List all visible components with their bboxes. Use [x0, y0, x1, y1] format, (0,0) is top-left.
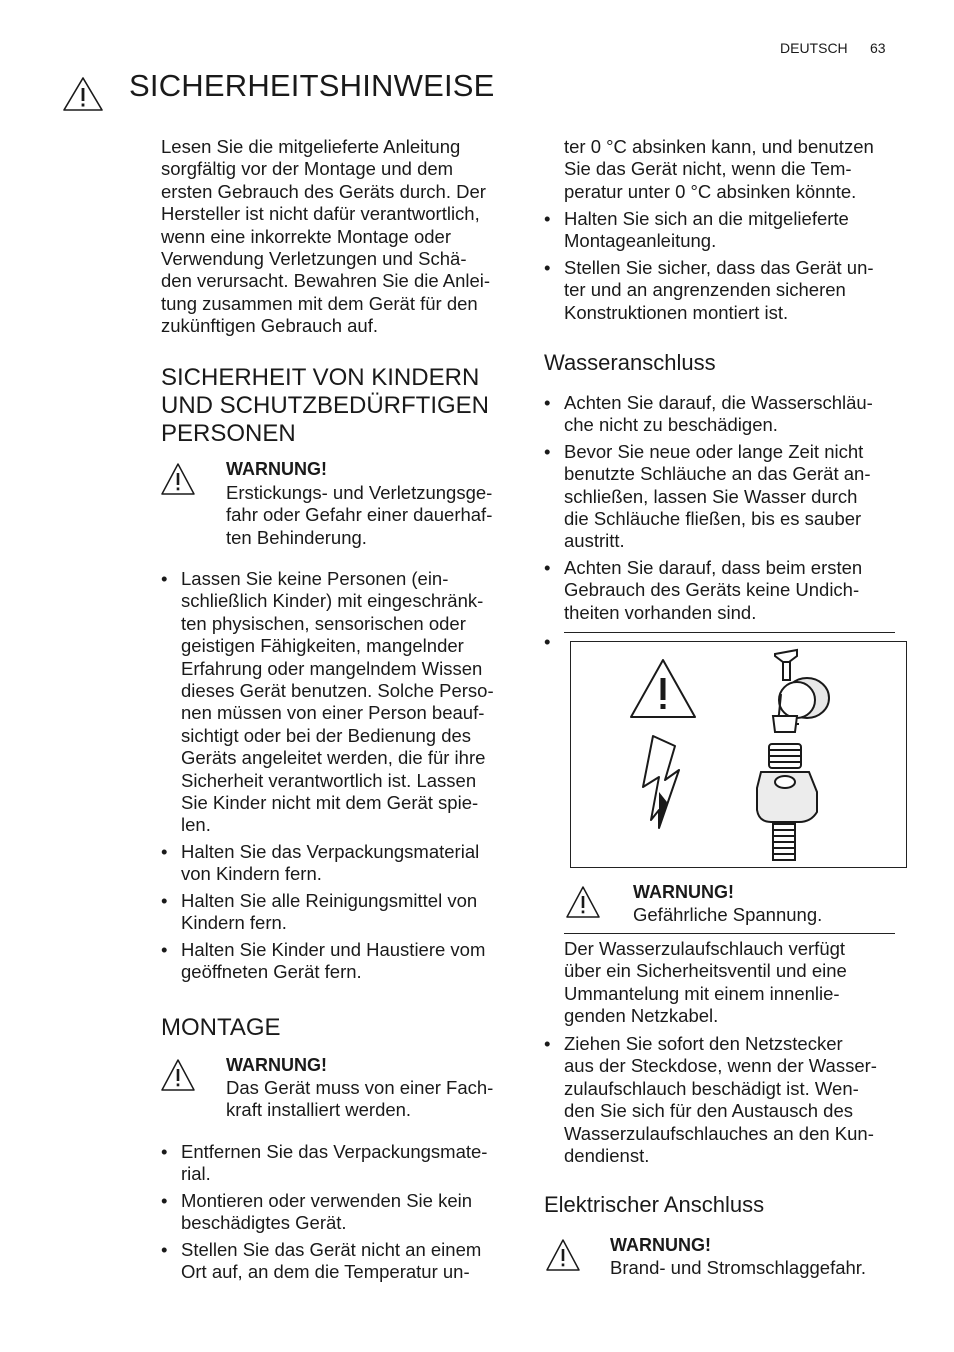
divider — [564, 632, 895, 633]
page-title: SICHERHEITSHINWEISE — [129, 68, 495, 103]
list-item: • Lassen Sie keine Personen (ein- schließlich Kinder) mit eingeschränk- ten physischen, sensorischen oder geistigen Fähigkeiten, mangelnder Erfahrung oder mangelndem Wissen dieses Gerät benutzen. Solche Perso- nen müssen von einer Person beauf- sichtigt oder bei der Bedienung des Geräts angeleitet werden, die für ihre Sicherheit verantwortlich ist. Lassen Sie Kinder nicht mit dem Gerät spie- len. — [161, 568, 521, 837]
page-number: 63 — [870, 40, 886, 56]
warning-text: Brand- und Stromschlaggefahr. — [610, 1257, 867, 1278]
divider — [564, 933, 895, 934]
warning-triangle-icon — [62, 76, 104, 112]
list-item: • Bevor Sie neue oder lange Zeit nicht benutzte Schläuche an das Gerät an- schließen, lassen Sie Wasser durch die Schläuche fließen, bis es sauber austritt. — [544, 441, 904, 553]
warning-triangle-icon — [631, 660, 695, 717]
hose-connector-icon — [757, 744, 817, 860]
water-tap-icon — [773, 650, 829, 732]
warning-title: WARNUNG! — [610, 1235, 711, 1255]
warning-text: Gefährliche Spannung. — [633, 904, 823, 925]
section-heading-montage: MONTAGE — [161, 1014, 281, 1041]
water-bullet-list-2 — [544, 1033, 904, 1167]
warning-triangle-icon — [565, 885, 601, 919]
warning-text: Das Gerät muss von einer Fach- kraft installiert werden. — [226, 1077, 494, 1121]
montage-bullet-list — [161, 1141, 521, 1283]
section-heading-children: SICHERHEIT VON KINDERN UND SCHUTZBEDÜRFTIGEN PERSONEN — [161, 364, 489, 447]
header-language: DEUTSCH — [780, 40, 848, 56]
list-item: • Ziehen Sie sofort den Netzstecker aus der Steckdose, wenn der Wasser- zulaufschlauch beschädigt ist. Wen- den Sie sich für den Austausch des Wasserzulaufschlauches an den Kun- dendienst. — [544, 1033, 904, 1167]
list-item: • Halten Sie Kinder und Haustiere vom geöffneten Gerät fern. — [161, 939, 521, 984]
warning-title: WARNUNG! — [226, 1055, 327, 1075]
montage-continuation: ter 0 °C absinken kann, und benutzen Sie das Gerät nicht, wenn die Tem- peratur unter 0 °C absinken könnte. — [564, 136, 874, 202]
lightning-bolt-icon — [643, 736, 679, 828]
list-item: • Achten Sie darauf, dass beim ersten Gebrauch des Geräts keine Undich- theiten vorhanden sind. — [544, 557, 904, 624]
montage-bullet-list-2 — [544, 208, 904, 324]
intro-paragraph: Lesen Sie die mitgelieferte Anleitung sorgfältig vor der Montage und dem ersten Gebrauch des Geräts durch. Der Hersteller ist nicht dafür verantwortlich, wenn eine inkorrekte Montage oder Verwendung Verletzungen und Schä- den verursacht. Bewahren Sie die Anlei- tung zusammen mit dem Gerät für den zukünftigen Gebrauch auf. — [161, 136, 491, 337]
warning-title: WARNUNG! — [226, 459, 327, 479]
water-bullet-list — [544, 392, 904, 624]
list-item: • Achten Sie darauf, die Wasserschläu- che nicht zu beschädigen. — [544, 392, 904, 437]
warning-triangle-icon — [160, 1058, 196, 1092]
warning-title: WARNUNG! — [633, 882, 734, 902]
children-bullet-list — [161, 568, 521, 983]
water-hose-illustration — [570, 641, 907, 868]
list-item: • Entfernen Sie das Verpackungsmate- rial. — [161, 1141, 521, 1186]
list-item: • Halten Sie alle Reinigungsmittel von Kindern fern. — [161, 890, 521, 935]
warning-triangle-icon — [160, 462, 196, 496]
warning-triangle-icon — [545, 1238, 581, 1272]
list-item: • Montieren oder verwenden Sie kein beschädigtes Gerät. — [161, 1190, 521, 1235]
list-item: • Stellen Sie das Gerät nicht an einem Ort auf, an dem die Temperatur un- — [161, 1239, 521, 1284]
section-heading-electric: Elektrischer Anschluss — [544, 1192, 765, 1217]
list-item: • Halten Sie sich an die mitgelieferte Montageanleitung. — [544, 208, 904, 253]
bullet-marker: • — [544, 631, 551, 652]
list-item: • Halten Sie das Verpackungsmaterial von Kindern fern. — [161, 841, 521, 886]
list-item: • Stellen Sie sicher, dass das Gerät un- ter und an angrenzenden sicheren Konstruktionen montiert ist. — [544, 257, 904, 324]
hose-description: Der Wasserzulaufschlauch verfügt über ein Sicherheitsventil und eine Ummantelung mit einem innenlie- genden Netzkabel. — [564, 938, 847, 1027]
warning-text: Erstickungs- und Verletzungsge- fahr oder Gefahr einer dauerhaf- ten Behinderung. — [226, 482, 493, 548]
section-heading-water: Wasseranschluss — [544, 350, 716, 375]
